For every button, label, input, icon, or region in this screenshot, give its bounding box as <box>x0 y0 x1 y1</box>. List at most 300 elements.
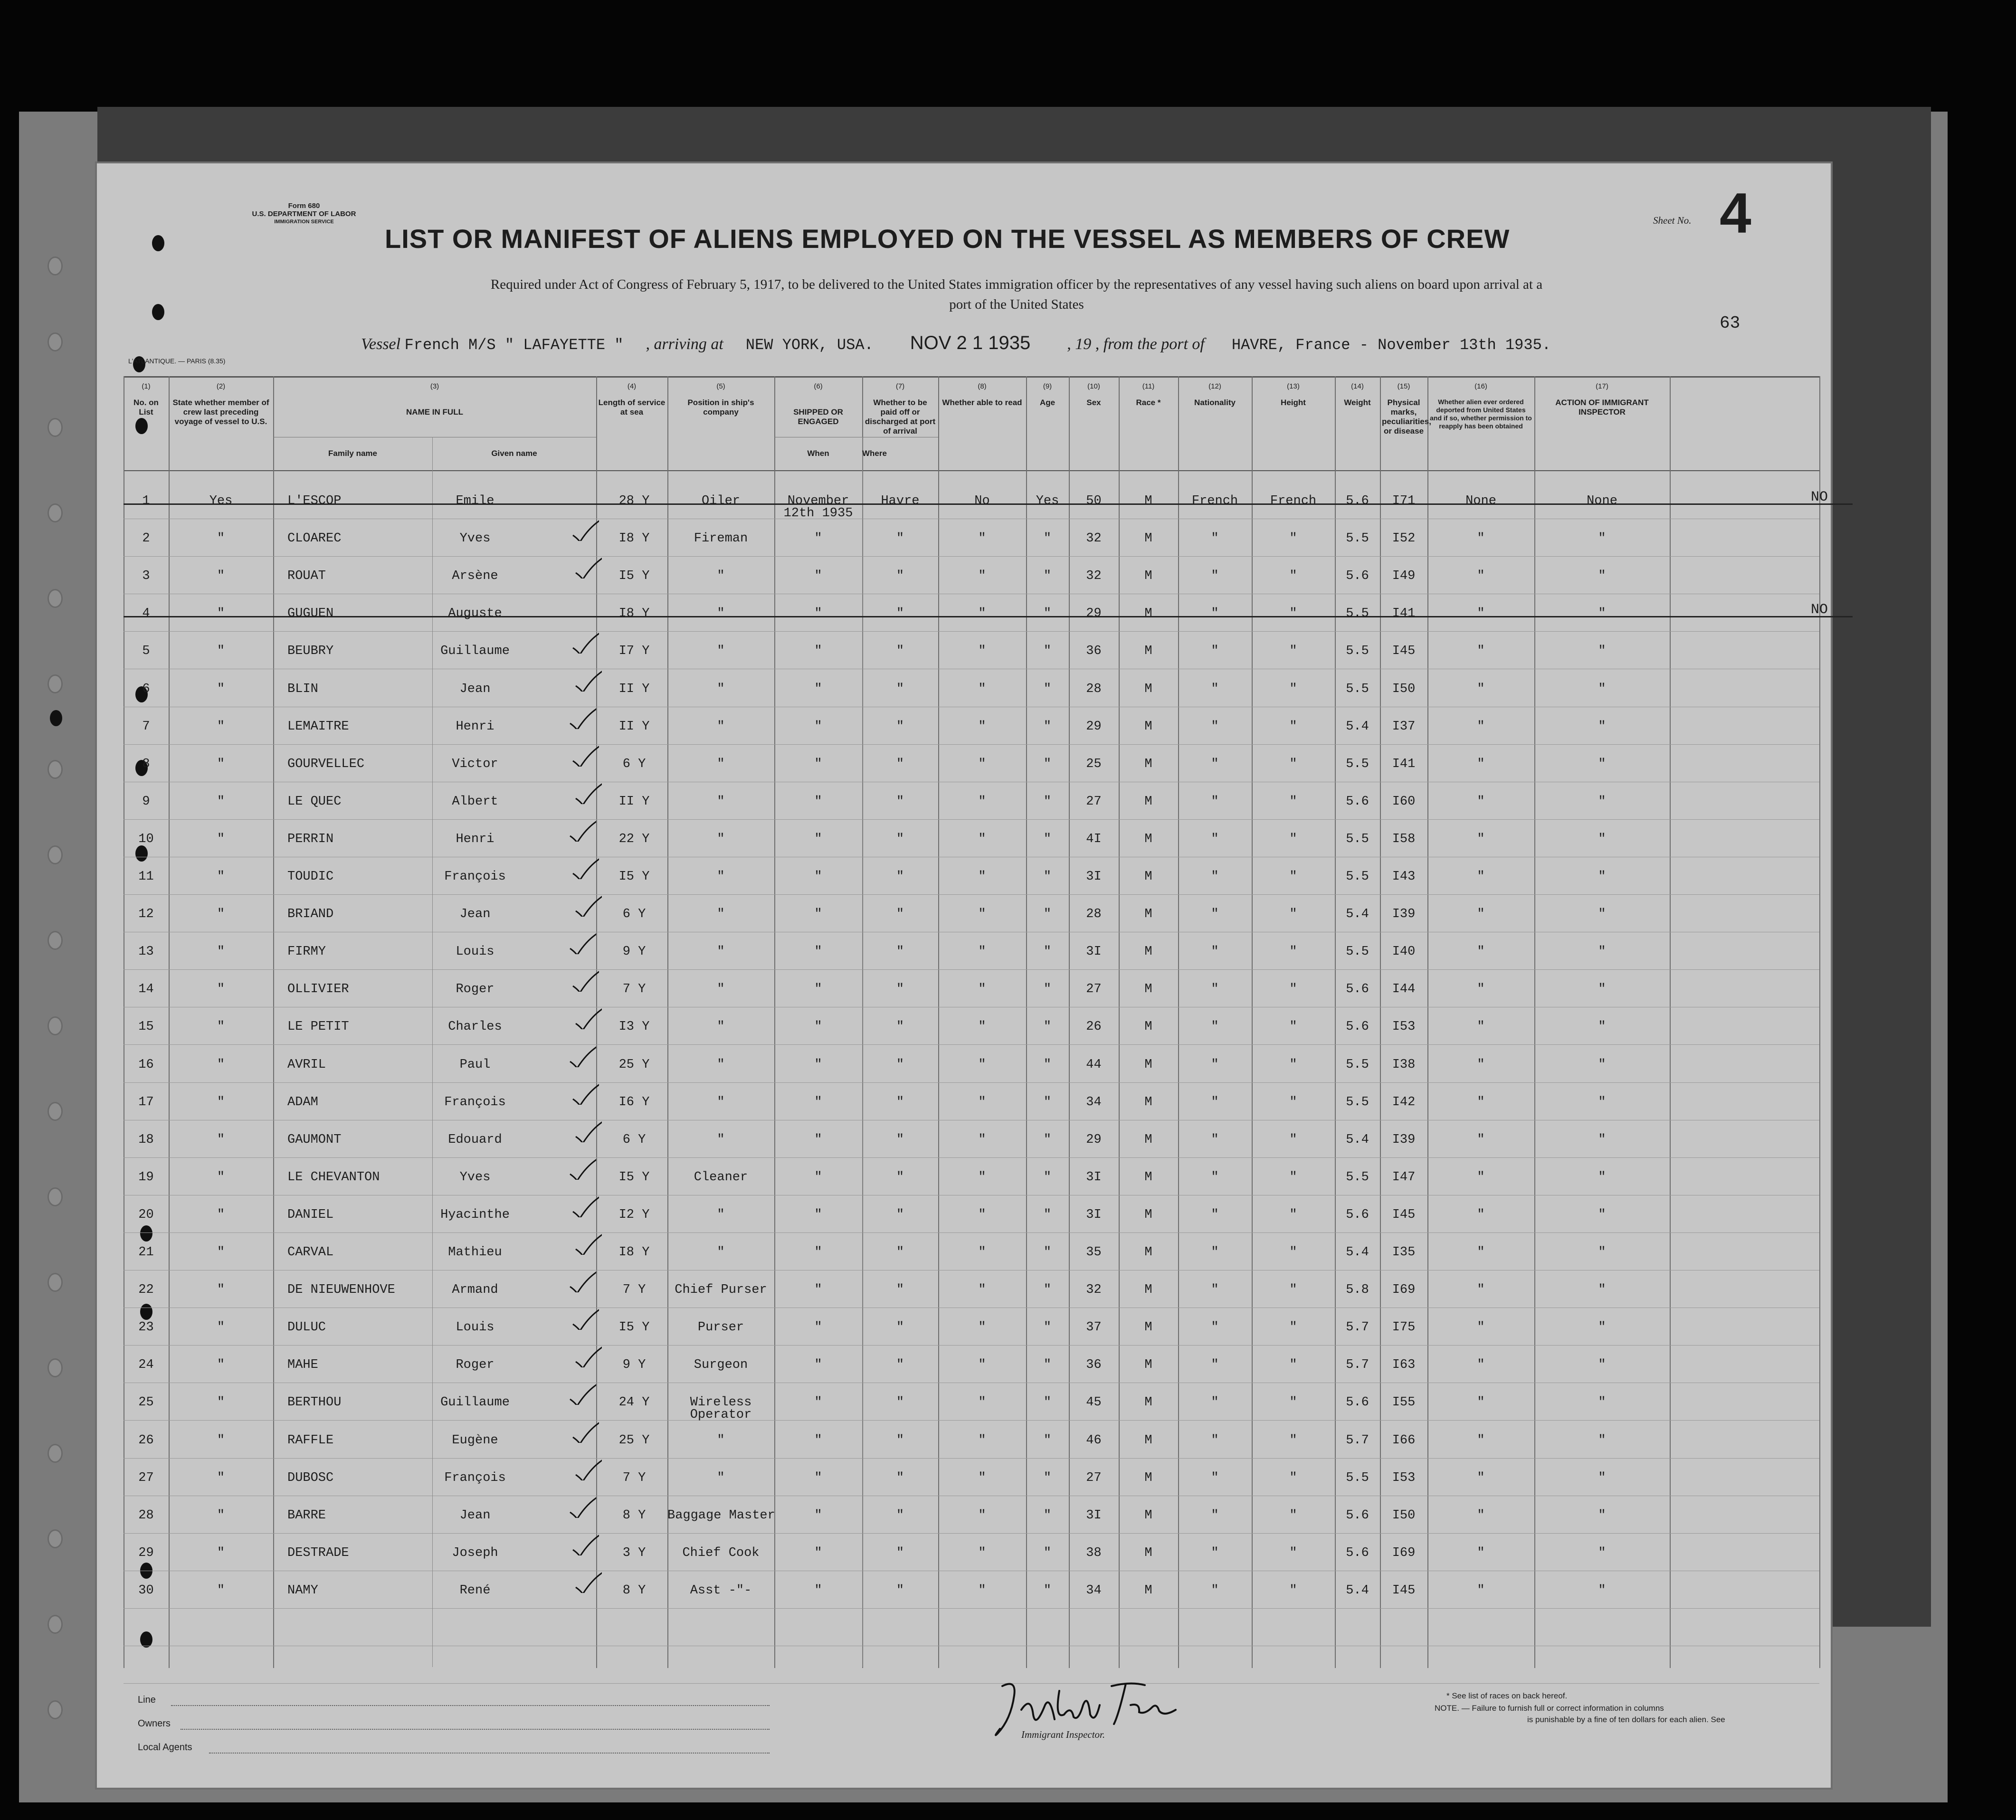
cell-marks: " <box>1477 1470 1485 1485</box>
cell-race: " <box>1211 569 1219 584</box>
cell-height: 5.5 <box>1346 644 1369 659</box>
row-rule <box>124 819 1819 820</box>
cell-paid: " <box>978 1470 986 1485</box>
cell-prev: " <box>217 945 225 959</box>
cell-prev: " <box>217 1132 225 1147</box>
cell-where: " <box>896 794 904 809</box>
cell-n: 15 <box>138 1020 154 1034</box>
cell-service: I5 Y <box>618 569 650 584</box>
cell-service: 7 Y <box>622 1470 646 1485</box>
cell-paid: " <box>978 644 986 659</box>
cell-position: " <box>717 607 725 621</box>
cell-when: " <box>814 1207 822 1222</box>
cell-prev: " <box>217 1583 225 1598</box>
cell-where: " <box>896 1508 904 1523</box>
cell-nat: " <box>1289 1583 1297 1598</box>
cell-marks: " <box>1477 870 1485 884</box>
cell-paid: " <box>978 1095 986 1109</box>
cell-prev: " <box>217 757 225 771</box>
cell-height: 5.6 <box>1346 1020 1369 1034</box>
cell-age: 35 <box>1086 1245 1102 1260</box>
cell-n: 21 <box>138 1245 154 1260</box>
cell-n: 24 <box>138 1358 154 1373</box>
cell-when: " <box>814 719 822 734</box>
cell-age: 3I <box>1086 1170 1102 1185</box>
cell-age: 29 <box>1086 719 1102 734</box>
column-header: Whether alien ever ordered deported from United States and if so, whether permission to reapply has been obtained <box>1430 398 1532 430</box>
cell-service: I8 Y <box>618 531 650 546</box>
cell-nat: " <box>1289 1132 1297 1147</box>
cell-sex: M <box>1144 757 1152 771</box>
cell-when: " <box>814 794 822 809</box>
cell-prev: " <box>217 982 225 997</box>
cell-read: " <box>1043 1283 1052 1298</box>
cell-height: 5.5 <box>1346 757 1369 771</box>
cell-race: " <box>1211 1508 1219 1523</box>
column-number: (3) <box>430 382 439 390</box>
cell-marks: " <box>1477 1057 1485 1072</box>
cell-paid: " <box>978 1020 986 1034</box>
cell-position: " <box>717 757 725 771</box>
cell-n: 22 <box>138 1283 154 1298</box>
cell-position: Oiler <box>701 494 740 508</box>
cell-read: " <box>1043 569 1052 584</box>
cell-n: 19 <box>138 1170 154 1185</box>
cell-nat: " <box>1289 1508 1297 1523</box>
row-rule <box>124 744 1819 745</box>
binder-hole <box>48 760 63 779</box>
cell-service: I2 Y <box>618 1207 650 1222</box>
cell-deported: " <box>1598 794 1606 809</box>
cell-height: 5.7 <box>1346 1320 1369 1335</box>
cell-weight: I53 <box>1392 1020 1416 1034</box>
cell-service: II Y <box>618 682 650 696</box>
cell-read: " <box>1043 1170 1052 1185</box>
cell-height: 5.5 <box>1346 945 1369 959</box>
cell-n: 25 <box>138 1395 154 1410</box>
column-number: (8) <box>978 382 987 390</box>
cell-nat: " <box>1289 945 1297 959</box>
check-mark <box>573 668 602 692</box>
cell-where: " <box>896 1132 904 1147</box>
binder-hole <box>48 1102 63 1121</box>
cell-weight: I75 <box>1392 1320 1416 1335</box>
form-meta <box>247 202 361 226</box>
cell-read: " <box>1043 1020 1052 1034</box>
cell-weight: I43 <box>1392 870 1416 884</box>
check-mark <box>568 930 596 954</box>
cell-n: 11 <box>138 870 154 884</box>
cell-where: " <box>896 1245 904 1260</box>
cell-given: Joseph <box>452 1545 498 1560</box>
cell-race: " <box>1211 682 1219 696</box>
cell-service: II Y <box>618 719 650 734</box>
cell-deported: " <box>1598 1283 1606 1298</box>
cell-nat: " <box>1289 1470 1297 1485</box>
cell-given: Paul <box>459 1057 491 1072</box>
cell-position: Chief Cook <box>682 1545 760 1560</box>
cell-n: 28 <box>138 1508 154 1523</box>
cell-read: " <box>1043 1320 1052 1335</box>
cell-read: " <box>1043 644 1052 659</box>
cell-prev: " <box>217 531 225 546</box>
cell-deported: " <box>1598 1170 1606 1185</box>
cell-sex: M <box>1144 644 1152 659</box>
cell-position: " <box>717 832 725 846</box>
cell-when: " <box>814 1020 822 1034</box>
binder-hole <box>50 710 62 726</box>
cell-family: DULUC <box>287 1320 326 1335</box>
cell-sex: M <box>1144 1395 1152 1410</box>
penalty-note <box>1435 1703 1664 1714</box>
cell-sex: M <box>1144 569 1152 584</box>
check-mark <box>568 1156 596 1180</box>
check-mark <box>571 1306 599 1330</box>
column-header: Age <box>1039 398 1056 407</box>
cell-n: 18 <box>138 1132 154 1147</box>
cell-prev: " <box>217 1283 225 1298</box>
column-header: Whether able to read <box>942 398 1022 407</box>
cell-race: " <box>1211 1207 1219 1222</box>
cell-marks: " <box>1477 531 1485 546</box>
cell-sex: M <box>1144 1320 1152 1335</box>
cell-when: " <box>814 1132 822 1147</box>
cell-height: 5.6 <box>1346 982 1369 997</box>
cell-prev: " <box>217 607 225 621</box>
page-reference: 63 <box>1720 313 1740 333</box>
cell-nat: " <box>1289 1245 1297 1260</box>
cell-race: " <box>1211 1095 1219 1109</box>
cell-position: Cleaner <box>694 1170 748 1185</box>
cell-prev: " <box>217 1508 225 1523</box>
binder-hole <box>48 1016 63 1035</box>
vessel-line <box>361 332 1551 354</box>
cell-marks: " <box>1477 1508 1485 1523</box>
cell-prev: " <box>217 1207 225 1222</box>
cell-paid: " <box>978 1395 986 1410</box>
cell-marks: " <box>1477 794 1485 809</box>
cell-height: 5.7 <box>1346 1358 1369 1373</box>
column-header: Race * <box>1136 398 1161 407</box>
date-stamp: NOV 2 1 1935 <box>910 332 1031 353</box>
cell-where: " <box>896 1320 904 1335</box>
cell-nat: " <box>1289 531 1297 546</box>
cell-n: 16 <box>138 1057 154 1072</box>
cell-family: BARRE <box>287 1508 326 1523</box>
cell-given: Arsène <box>452 569 498 584</box>
cell-position: Surgeon <box>694 1358 748 1373</box>
cell-height: 5.6 <box>1346 1508 1369 1523</box>
cell-race: " <box>1211 1470 1219 1485</box>
check-mark <box>568 1043 596 1067</box>
cell-marks: " <box>1477 607 1485 621</box>
cell-deported: " <box>1598 644 1606 659</box>
cell-weight: I42 <box>1392 1095 1416 1109</box>
column-number: (10) <box>1087 382 1100 390</box>
cell-when: " <box>814 1170 822 1185</box>
cell-prev: " <box>217 1545 225 1560</box>
cell-when: " <box>814 757 822 771</box>
cell-nat: " <box>1289 1095 1297 1109</box>
cell-read: " <box>1043 945 1052 959</box>
cell-given: Jean <box>459 907 491 922</box>
cell-weight: I45 <box>1392 1583 1416 1598</box>
column-number: (4) <box>627 382 637 390</box>
cell-given: François <box>444 1095 506 1109</box>
cell-action: NO <box>1810 489 1828 505</box>
cell-race: " <box>1211 1320 1219 1335</box>
cell-read: " <box>1043 682 1052 696</box>
cell-prev: " <box>217 832 225 846</box>
cell-family: GUGUEN <box>287 607 334 621</box>
cell-where: " <box>896 832 904 846</box>
cell-paid: " <box>978 569 986 584</box>
cell-age: 37 <box>1086 1320 1102 1335</box>
cell-where: " <box>896 945 904 959</box>
cell-marks: " <box>1477 719 1485 734</box>
cell-sex: M <box>1144 1358 1152 1373</box>
cell-prev: " <box>217 1433 225 1448</box>
cell-sex: M <box>1144 1207 1152 1222</box>
cell-deported: " <box>1598 719 1606 734</box>
cell-prev: " <box>217 1320 225 1335</box>
cell-family: OLLIVIER <box>287 982 349 997</box>
cell-where: " <box>896 1170 904 1185</box>
cell-nat: " <box>1289 1395 1297 1410</box>
check-mark <box>571 1194 599 1217</box>
cell-given: Yves <box>459 531 491 546</box>
cell-when: " <box>814 945 822 959</box>
cell-marks: " <box>1477 1170 1485 1185</box>
cell-family: LEMAITRE <box>287 719 349 734</box>
cell-height: 5.5 <box>1346 832 1369 846</box>
cell-nat: " <box>1289 1057 1297 1072</box>
cell-nat: " <box>1289 1207 1297 1222</box>
table-top-rule <box>124 376 1819 378</box>
column-header: Length of service at sea <box>598 398 666 417</box>
cell-marks: " <box>1477 1132 1485 1147</box>
row-rule <box>124 1420 1819 1421</box>
cell-service: I5 Y <box>618 1170 650 1185</box>
cell-deported: " <box>1598 1057 1606 1072</box>
cell-sex: M <box>1144 1283 1152 1298</box>
cell-when: " <box>814 832 822 846</box>
cell-prev: " <box>217 1095 225 1109</box>
cell-deported: " <box>1598 832 1606 846</box>
cell-sex: M <box>1144 870 1152 884</box>
check-mark <box>571 1419 599 1443</box>
cell-service: II Y <box>618 794 650 809</box>
cell-given: Mathieu <box>448 1245 502 1260</box>
cell-paid: " <box>978 1132 986 1147</box>
form-service: IMMIGRATION SERVICE <box>274 219 334 225</box>
arriving-label: , arriving at <box>646 335 723 353</box>
cell-race: " <box>1211 945 1219 959</box>
cell-n: 13 <box>138 945 154 959</box>
cell-height: 5.4 <box>1346 1583 1369 1598</box>
cell-deported: " <box>1598 607 1606 621</box>
row-rule <box>124 1157 1819 1158</box>
cell-height: 5.6 <box>1346 1207 1369 1222</box>
binder-hole <box>48 1529 63 1548</box>
cell-marks: " <box>1477 1283 1485 1298</box>
cell-race: " <box>1211 1020 1219 1034</box>
cell-read: " <box>1043 1245 1052 1260</box>
check-mark <box>571 1532 599 1555</box>
cell-marks: " <box>1477 1320 1485 1335</box>
check-mark <box>571 1081 599 1105</box>
cell-height: 5.5 <box>1346 1470 1369 1485</box>
cell-sex: M <box>1144 1095 1152 1109</box>
binder-hole <box>48 1444 63 1463</box>
cell-service: 3 Y <box>622 1545 646 1560</box>
cell-family: GOURVELLEC <box>287 757 365 771</box>
inspector-caption: Immigrant Inspector. <box>1021 1729 1105 1740</box>
sheet-label: Sheet No. <box>1653 215 1692 226</box>
cell-service: 8 Y <box>622 1583 646 1598</box>
cell-race: " <box>1211 870 1219 884</box>
cell-paid: " <box>978 1433 986 1448</box>
cell-prev: " <box>217 1395 225 1410</box>
cell-sex: M <box>1144 1433 1152 1448</box>
cell-race: " <box>1211 1395 1219 1410</box>
cell-deported: " <box>1598 907 1606 922</box>
cell-service: 22 Y <box>618 832 650 846</box>
cell-nat: " <box>1289 1320 1297 1335</box>
cell-position: " <box>717 945 725 959</box>
cell-family: DUBOSC <box>287 1470 334 1485</box>
cell-deported: " <box>1598 1207 1606 1222</box>
cell-deported: " <box>1598 1545 1606 1560</box>
cell-age: 29 <box>1086 607 1102 621</box>
cell-nat: " <box>1289 644 1297 659</box>
cell-deported: " <box>1598 1583 1606 1598</box>
cell-n: 17 <box>138 1095 154 1109</box>
cell-given: Albert <box>452 794 498 809</box>
cell-service: 25 Y <box>618 1433 650 1448</box>
cell-family: ROUAT <box>287 569 326 584</box>
cell-height: 5.4 <box>1346 907 1369 922</box>
cell-nat: " <box>1289 832 1297 846</box>
cell-prev: " <box>217 644 225 659</box>
cell-weight: I41 <box>1392 607 1416 621</box>
cell-when: " <box>814 1358 822 1373</box>
cell-position: " <box>717 1020 725 1034</box>
owners-field <box>181 1729 770 1730</box>
cell-read: " <box>1043 907 1052 922</box>
column-header: State whether member of crew last preceding voyage of vessel to U.S. <box>172 398 269 426</box>
cell-where: " <box>896 982 904 997</box>
cell-position: " <box>717 1433 725 1448</box>
cell-service: 9 Y <box>622 1358 646 1373</box>
cell-race: " <box>1211 531 1219 546</box>
check-mark <box>568 1494 596 1518</box>
cell-where: " <box>896 719 904 734</box>
cell-family: TOUDIC <box>287 870 334 884</box>
cell-race: " <box>1211 607 1219 621</box>
cell-weight: I60 <box>1392 794 1416 809</box>
cell-paid: " <box>978 1320 986 1335</box>
cell-weight: I50 <box>1392 682 1416 696</box>
subtitle-line-1: Required under Act of Congress of February 5, 1917, to be delivered to the United States immigration officer by the representatives of any vessel having such aliens on board upon arrival at a <box>490 277 1543 292</box>
cell-paid: " <box>978 794 986 809</box>
cell-read: Yes <box>1036 494 1059 508</box>
cell-race: " <box>1211 1057 1219 1072</box>
column-header: Position in ship's company <box>687 398 754 417</box>
cell-weight: I52 <box>1392 531 1416 546</box>
cell-service: I8 Y <box>618 607 650 621</box>
cell-position: " <box>717 1470 725 1485</box>
cell-age: 36 <box>1086 1358 1102 1373</box>
cell-sex: M <box>1144 1508 1152 1523</box>
cell-where: " <box>896 1470 904 1485</box>
cell-when: " <box>814 1508 822 1523</box>
cell-paid: " <box>978 607 986 621</box>
cell-read: " <box>1043 1358 1052 1373</box>
cell-read: " <box>1043 1470 1052 1485</box>
binder-hole <box>48 845 63 864</box>
cell-weight: I35 <box>1392 1245 1416 1260</box>
form-number: Form 680 <box>288 202 320 210</box>
cell-read: " <box>1043 1207 1052 1222</box>
cell-deported: " <box>1598 945 1606 959</box>
cell-sex: M <box>1144 1057 1152 1072</box>
cell-height: 5.5 <box>1346 682 1369 696</box>
cell-height: 5.8 <box>1346 1283 1369 1298</box>
cell-race: " <box>1211 757 1219 771</box>
cell-deported: " <box>1598 1095 1606 1109</box>
column-number: (13) <box>1287 382 1300 390</box>
cell-race: " <box>1211 982 1219 997</box>
cell-sex: M <box>1144 982 1152 997</box>
cell-height: 5.5 <box>1346 1095 1369 1109</box>
cell-prev: " <box>217 1470 225 1485</box>
binder-hole <box>135 418 148 434</box>
cell-service: 6 Y <box>622 757 646 771</box>
cell-height: 5.4 <box>1346 1245 1369 1260</box>
cell-service: 28 Y <box>618 494 650 508</box>
cell-when: " <box>814 907 822 922</box>
column-header: No. on List <box>133 398 159 417</box>
cell-paid: " <box>978 1283 986 1298</box>
table-header-rule <box>124 470 1819 471</box>
row-rule <box>124 1345 1819 1346</box>
column-number: (5) <box>716 382 725 390</box>
cell-marks: " <box>1477 569 1485 584</box>
cell-read: " <box>1043 1583 1052 1598</box>
cell-race: " <box>1211 1583 1219 1598</box>
cell-read: " <box>1043 794 1052 809</box>
column-subheader: Given name <box>491 449 537 458</box>
cell-n: 12 <box>138 907 154 922</box>
cell-weight: I37 <box>1392 719 1416 734</box>
binder-hole <box>48 1187 63 1206</box>
cell-paid: " <box>978 1057 986 1072</box>
cell-deported: None <box>1587 494 1617 508</box>
cell-age: 46 <box>1086 1433 1102 1448</box>
cell-given: Emile <box>456 494 494 508</box>
cell-nat: French <box>1270 494 1317 508</box>
cell-service: 7 Y <box>622 1283 646 1298</box>
cell-weight: I53 <box>1392 1470 1416 1485</box>
cell-age: 38 <box>1086 1545 1102 1560</box>
cell-sex: M <box>1144 1132 1152 1147</box>
cell-height: 5.5 <box>1346 607 1369 621</box>
cell-given: Henri <box>456 719 494 734</box>
cell-given: Victor <box>452 757 498 771</box>
cell-family: FIRMY <box>287 945 326 959</box>
cell-service: 7 Y <box>622 982 646 997</box>
